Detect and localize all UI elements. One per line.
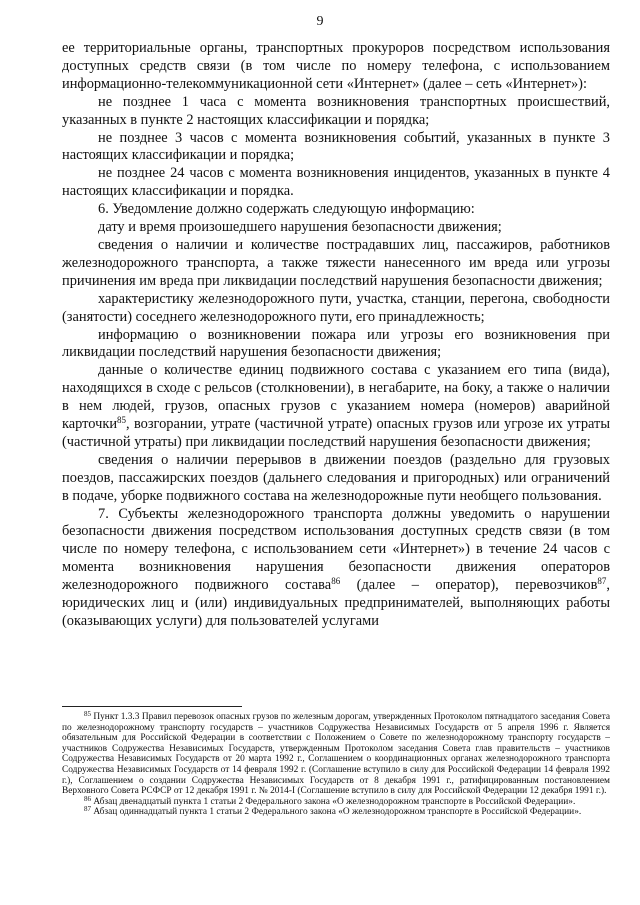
paragraph-text: (далее – оператор), перевозчиков <box>340 577 598 594</box>
paragraph: ее территориальные органы, транспортных прокуроров посредством использования доступных средств связи (в том числе по номеру телефона, с использованием информационно-телекоммуникационной сети «Интернет» (далее – сеть «Интернет»): <box>62 40 610 92</box>
paragraph-text: , юридических лиц и (или) индивидуальных предпринимателей, выполняющих работы (оказывающих услуги) для пользователей услугами <box>62 577 610 629</box>
footnote-number: 86 <box>84 794 91 803</box>
paragraph-text: , возгорании, утрате (частичной утрате) опасных грузов или угрозе их утраты (частичной утраты) при ликвидации последствий нарушения безопасности движения; <box>62 416 610 450</box>
paragraph: характеристику железнодорожного пути, участка, станции, перегона, свободности (занятости) соседнего железнодорожного пути, его принадлежность; <box>62 290 610 325</box>
document-body <box>62 40 610 631</box>
paragraph: не позднее 1 часа с момента возникновения транспортных происшествий, указанных в пункте 2 настоящих классификации и порядка; <box>62 93 610 128</box>
paragraph: информацию о возникновении пожара или угрозы его возникновения при ликвидации последствий нарушения безопасности движения; <box>62 326 610 361</box>
footnote-number: 87 <box>84 805 91 814</box>
paragraph: не позднее 24 часов с момента возникновения инцидентов, указанных в пункте 4 настоящих классификации и порядка. <box>62 165 610 200</box>
footnote-number: 85 <box>84 710 91 718</box>
footnote <box>62 794 610 808</box>
footnote <box>62 712 610 797</box>
page-number: 9 <box>316 14 324 29</box>
paragraph-text: данные о количестве единиц подвижного состава с указанием его типа (вида), находящихся в сходе с рельсов (столкновении), в негабарите, на боку, а также о наличии в нем людей, грузов, опасных грузов с указанием номера (номеров) аварийной карточки <box>62 362 610 433</box>
section-heading-paragraph: 6. Уведомление должно содержать следующую информацию: <box>98 201 475 218</box>
footnote-separator <box>62 706 242 707</box>
paragraph <box>62 362 610 452</box>
footnote-ref: 85 <box>117 415 127 426</box>
footnote <box>62 807 610 818</box>
footnote-text: Абзац двенадцатый пункта 1 статьи 2 Федерального закона «О железнодорожном транспорте в Российской Федерации». <box>91 796 576 807</box>
footnote-text: Пункт 1.3.3 Правил перевозок опасных грузов по железным дорогам, утвержденных Протоколом пятнадцатого заседания Совета по железнодорожному транспорту государств – участников Содружества Независимых Государств от 5 апреля 1996 г. Является обязательным для Российской Федерации в соответствии с Положением о Совете по железнодорожному транспорту государств – участников Содружества Независимых Государств, утвержденным Протоколом заседания Совета глав правительств – участников Содружества Независимых Государств от 20 марта 1992 г., Соглашением о координационных органах железнодорожного транспорта Содружества Независимых Государств от 14 февраля 1992 г. (Соглашение вступило в силу для Российской Федерации 14 февраля 1992 г.), Соглашением о создании Содружества Независимых Государств от 8 декабря 1991 г., ратифицированным постановлением Верховного Совета РСФСР от 12 декабря 1991 г. № 2014-I (Соглашение вступило в силу для Российской Федерации 12 декабря 1991 г.). <box>62 712 610 797</box>
paragraph: сведения о наличии и количестве пострадавших лиц, пассажиров, работников железнодорожного транспорта, а также тяжести нанесенного им вреда или угрозы причинения им вреда при ликвидации последствий нарушения безопасности движения; <box>62 236 610 289</box>
paragraph-text: 7. Субъекты железнодорожного транспорта должны уведомить о нарушении безопасности движения посредством использования доступных средств связи (в том числе по номеру телефона, с использованием сети «Интернет») в течение 24 часов с момента возникновения нарушения безопасности движения операторов железнодорожного подвижного состава <box>62 505 610 594</box>
paragraph: дату и время произошедшего нарушения безопасности движения; <box>98 219 502 236</box>
footnotes <box>62 712 610 818</box>
paragraph <box>62 506 610 631</box>
footnote-ref: 87 <box>597 576 607 587</box>
footnote-ref: 86 <box>331 576 341 587</box>
paragraph: сведения о наличии перерывов в движении поездов (раздельно для грузовых поездов, пассажирских поездов (дальнего следования и пригородных) или ограничений в подаче, уборке подвижного состава на железнодорожные пути необщего пользования. <box>62 451 610 504</box>
footnote-text: Абзац одиннадцатый пункта 1 статьи 2 Федерального закона «О железнодорожном транспорте в Российской Федерации». <box>91 807 582 818</box>
paragraph: не позднее 3 часов с момента возникновения событий, указанных в пункте 3 настоящих классификации и порядка; <box>62 129 610 164</box>
